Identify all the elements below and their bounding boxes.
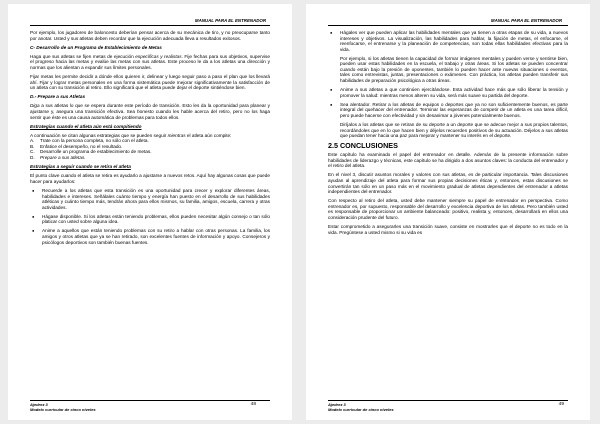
- left-page-body: [30, 30, 270, 249]
- paragraph: Con respecto al retiro del atleta, usted debe mantener siempre su papel de entrenador en perspectiva. Como entrenador es, por supuesto, responsable del desarrollo y excelencia deportiva de los atletas. Pero también usted es responsable de proporcionar un ambiente balanceado: positivo, realista y, entonces, desarrollará en ellos una consideración prudente del futuro.: [328, 198, 568, 220]
- paragraph: Por ejemplo, los jugadores de baloncesto deberían pensar acerca de su mecánica de tiro, y no preocuparse tanto por anotar. Usted y sus atletas deben recordar que la ejecución adecuada lleva a resultados exitosos.: [30, 30, 270, 41]
- bullet-list: [328, 87, 568, 118]
- paragraph: En el nivel 3, discutir asuntos morales y valores con sus atletas, es de particular importancia. Tales discusiones ayudan al aprendizaje del atleta para formar sus propias decisiones éticas y, entonces, estas discusiones se convertirán tan sólo en un paso más en el movimiento gradual de atletas dependientes del entrenador a atletas independientes del entrenador.: [328, 172, 568, 195]
- bullet-list: [30, 188, 270, 245]
- footer-subtitle: Modelo curricular de cinco niveles: [328, 407, 394, 412]
- footer-rule: [30, 400, 270, 401]
- footer-rule: [328, 400, 568, 401]
- left-page: [8, 4, 292, 420]
- running-header: MANUAL PARA EL ENTRENADOR: [490, 18, 562, 23]
- list-item: ● Anime a aquellos que están teniendo problemas con su retiro a hablar con otras personas. La familia, los amigos y otros atletas que ya se han retirado, son excelentes fuentes de información y apoyo. Consejeros y psicólogos deportivos son también buenas fuentes.: [30, 228, 270, 245]
- footer-title: Ajedrez 3: [30, 402, 48, 407]
- list-item: C. Desarrolle un programa de establecimiento de metas.: [30, 149, 152, 155]
- footer-subtitle: Modelo curricular de cinco niveles: [30, 407, 96, 412]
- right-page: [306, 4, 590, 420]
- footer-title: Ajedrez 3: [328, 402, 346, 407]
- paragraph: El punto clave cuando el atleta se retira es ayudarlo a ajustarse a nuevos retos. Aquí hay algunas cosas que puede hacer para ayudarlos:: [30, 173, 270, 184]
- page-number: 48: [250, 402, 256, 407]
- list-item: ● Sea alentador. Retirar a los atletas de equipos o deportes que ya no son suficientemente buenos, es parte integral del quehacer del entrenador. Terminar las esperanzas de competir de un atleta es una tarea difícil, pero puede hacerse con efectividad y sin desanimar a jóvenes potencialmente buenos.: [328, 102, 568, 119]
- paragraph: Estar comprometido a asegurarles una transición suave, consiste en mostrarles que el deporte no es todo en la vida. Pregúntese a usted mismo si su vida es: [328, 224, 568, 235]
- paragraph: Diríjalos a los atletas que se retiran de su deporte a un deporte que se adecue mejor a sus propios talentos, recordándoles que en lo que hacen bien y déjelos recuerden positivos de su actuación. Déjelos a sus atletas que puedan tener hacia una paz para mejorar y mantener su interés en el deporte.: [340, 122, 568, 139]
- list-item: ● Anime a sus atletas a que continúen ejercitándose. Esta actividad hace más que sólo liberar la tensión y promover la salud: mientras menos alteren su vida, será más suave su partida del deporte.: [328, 87, 568, 98]
- list-item: B. Enfatice el desempeño, no el resultado.: [30, 143, 123, 149]
- list-item: ● Recuerde a los atletas que esta transición es una oportunidad para crecer y explorar diferentes áreas, habilidades e intereses. Señálales cuánto tiempo y energía han puesto en el desarrollo de sus habilidades atléticas y cuánto tiempo más, tendrán ahora para ellos mismos, su familia, amigos, escuela, carrera y otras actividades.: [30, 188, 270, 210]
- footer: [328, 402, 568, 412]
- list-item: ● Hágase disponible. Si los atletas están teniendo problemas, ellos pueden necesitar algún consejo o tan sólo platicar con usted sobre alguna idea.: [30, 214, 270, 225]
- paragraph: Este capítulo ha examinado el papel del entrenador en detalle. Además de la presente información sobre habilidades de liderazgo y técnicas, este capítulo se ha dirigido a dos asuntos claves: la conducta del entrenador y el retiro del atleta.: [328, 152, 568, 169]
- strategy-heading-competing: Estrategias cuando el atleta aún está compitiendo: [30, 123, 142, 129]
- running-header: MANUAL PARA EL ENTRENADOR: [194, 18, 266, 23]
- paragraph: Diga a sus atletas lo que se espera durante este período de transición. Esto les da la oportunidad para planear y ajustarse y, asegura una transición efectiva. Sea honesto cuando les hable acerca del retiro, pero no los haga sentir que éste es una causa automática de problemas para todos ellos.: [30, 103, 271, 120]
- section-heading-conclusions: 2.5 CONCLUSIONES: [328, 140, 398, 150]
- list-item: ● Hágales ver que pueden aplicar las habilidades mentales que ya tienen a otras etapas de su vida, a nuevos intereses y objetivos. La visualización, las habilidades para hablar, la fijación de metas, el enfocarse, el reenfocarse, el entrenarse y la planeación de competencias, son todas ellas habilidades efectivas para la vida.: [328, 30, 568, 52]
- list-item: D. Prepare a sus atletas.: [30, 155, 86, 160]
- paragraph: Por ejemplo, si los atletas tienen la capacidad de formar imágenes mentales y pueden verse y sentirse bien, pueden usar estas habilidades en la escuela, el trabajo y otras áreas. Si los atletas se pueden concentrar cuando están bajo la presión de oponentes, también lo pueden hacer ante nuevas situaciones o eventos, tales como entrevistas, juntas, presentaciones o exámenes. Con práctica, los atletas pueden transferir sus habilidades de preparación psicológica a otras áreas.: [340, 55, 568, 83]
- section-heading-c: C- Desarrollo de un Programa de Establecimiento de Metas: [30, 44, 162, 50]
- header-rule: [30, 25, 270, 26]
- header-rule: [328, 25, 568, 26]
- right-page-body: [328, 30, 568, 239]
- strategy-list: [30, 138, 270, 160]
- paragraph: Haga que sus atletas se fijen metas de ejecución específicas y realistas. Fije fechas para sus objetivos, supervise el progreso hacia las metas y evalúe las metas con sus atletas. Este proceso le da a los atletas una dirección y normas que los alientan a expandir sus límites personales.: [30, 53, 270, 70]
- section-heading-d: D.- Prepare a sus Atletas: [30, 94, 86, 100]
- footer: [30, 402, 270, 412]
- page-number: 49: [558, 402, 564, 407]
- bullet-list: [328, 30, 568, 52]
- list-item: A. Trate con la persona completa, no sólo con el atleta.: [30, 138, 149, 144]
- strategy-heading-retiring: Estrategias a seguir cuando se retira el atleta: [30, 164, 131, 170]
- paragraph: Fijar metas les permite decidir a dónde ellos quieren ir, delinear y luego seguir paso a paso el plan que los llevará ahí. Fijar y lograr metas personales en una forma sistemática puede mejorar significativamente la satisfacción de un atleta con su transición al retiro. Ello significará que el atleta puede dejar el deporte sintiéndose bien.: [30, 74, 270, 91]
- paragraph: A continuación se citan algunas estrategias que se pueden seguir mientras el atleta aún compite:: [30, 132, 232, 138]
